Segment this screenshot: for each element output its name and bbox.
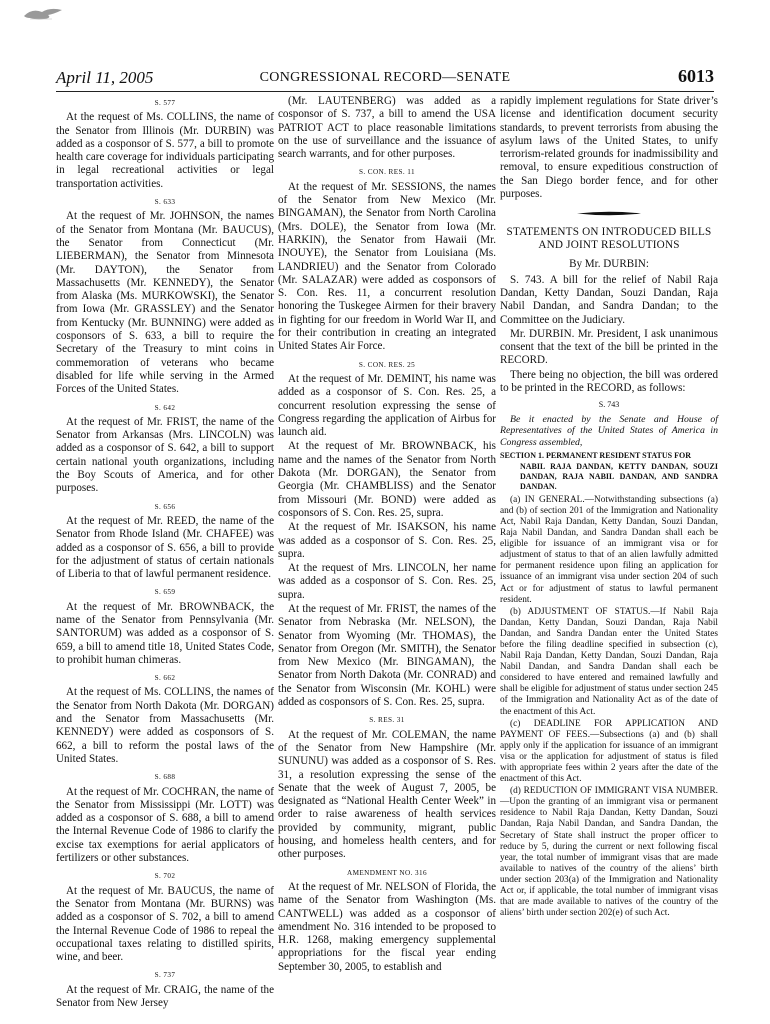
- speech-paragraph: Mr. DURBIN. Mr. President, I ask unanimous consent that the text of the bill be printed in the RECORD.: [500, 327, 718, 367]
- subsection-b: (b) ADJUSTMENT OF STATUS.—If Nabil Raja Dandan, Ketty Dandan, Souzi Dandan, Raja Nabil Dandan, and Sandra Dandan enter the United States before the filing deadline specified in subsection (c), Nabil Raja Dandan, Ketty Dandan, Souzi Dandan, Raja Nabil Dandan, and Sandra Dandan shall each be considered to have entered and remained lawfully and shall be eligible for adjustment of status under section 245 of the Immigration and Nationality Act as of the date of the enactment of this Act.: [500, 606, 718, 717]
- cosponsor-paragraph: At the request of Ms. COLLINS, the name of the Senator from Illinois (Mr. DURBIN) was added as a cosponsor of S. 577, a bill to promote health care coverage for individuals participating in legal recreational activities or legal transportation activities.: [56, 111, 274, 190]
- continued-paragraph: rapidly implement regulations for State driver’s license and identification document security standards, to prevent terrorists from abusing the asylum laws of the United States, to unify terrorism-related grounds for inadmissibility and removal, to ensure expeditious construction of the San Diego border fence, and for other purposes.: [500, 95, 718, 201]
- cosponsor-paragraph: At the request of Mr. DEMINT, his name was added as a cosponsor of S. Con. Res. 25, a concurrent resolution expressing the sense of Congress regarding the application of Airbus for launch aid.: [278, 372, 496, 439]
- bill-heading: S. CON. RES. 11: [358, 168, 416, 177]
- subsection-a: (a) IN GENERAL.—Notwithstanding subsections (a) and (b) of section 201 of the Immigration and Nationality Act, Nabil Raja Dandan, Ketty Dandan, Souzi Dandan, Raja Nabil Dandan, and Sandra Dandan shall each be eligible for issuance of an immigrant visa or for adjustment of status to that of an alien lawfully admitted for permanent residence upon filing an application for issuance of an immigrant visa under section 204 of such Act or for adjustment of status to lawful permanent resident.: [500, 494, 718, 605]
- subsection-c: (c) DEADLINE FOR APPLICATION AND PAYMENT OF FEES.—Subsections (a) and (b) shall apply only if the application for issuance of an immigrant visa or the application for adjustment of status is filed with appropriate fees within 2 years after the date of the enactment of this Act.: [500, 718, 718, 785]
- bill-heading: S. 642: [154, 403, 176, 412]
- page-header: [56, 66, 714, 92]
- cosponsor-paragraph: At the request of Mr. FRIST, the name of the Senator from Arkansas (Mrs. LINCOLN) was added as a cosponsor of S. 642, a bill to support certain national youth organizations, including the Boy Scouts of America, and for other purposes.: [56, 415, 274, 495]
- bill-heading: S. 633: [154, 198, 176, 207]
- bill-heading: S. RES. 31: [369, 716, 405, 725]
- bill-heading: S. 662: [154, 674, 176, 683]
- bill-heading: S. 577: [154, 99, 176, 107]
- sponsor-line: By Mr. DURBIN:: [569, 258, 649, 271]
- cosponsor-paragraph: At the request of Mr. SESSIONS, the names of the Senator from New Mexico (Mr. BINGAMAN), the Senator from North Carolina (Mrs. DOLE), the Senator from Iowa (Mr. HARKIN), the Senator from Hawaii (Mr. INOUYE), the Senator from Louisiana (Ms. LANDRIEU) and the Senator from Colorado (Mr. SALAZAR) were added as cosponsors of S. Con. Res. 11, a concurrent resolution honoring the Tuskegee Airmen for their bravery in fighting for our freedom in World War II, and for their contribution in creating an integrated United States Air Force.: [278, 180, 496, 353]
- column-1: [56, 95, 274, 1015]
- bill-heading: S. 702: [154, 872, 176, 881]
- cosponsor-paragraph: At the request of Mr. JOHNSON, the names of the Senator from Montana (Mr. BAUCUS), the Senator from Connecticut (Mr. LIEBERMAN), the Senator from Minnesota (Mr. DAYTON), the Senator from Massachusetts (Mr. KENNEDY), the Senator from Alaska (Ms. MURKOWSKI), the Senator from Iowa (Mr. GRASSLEY) and the Senator from Kentucky (Mr. BUNNING) were added as cosponsors of S. 633, a bill to require the Secretary of the Treasury to mint coins in commemoration of veterans who became disabled for life while serving in the Armed Forces of the United States.: [56, 210, 274, 396]
- section-heading-label: [500, 451, 718, 493]
- publication-title: CONGRESSIONAL RECORD—SENATE: [259, 70, 511, 85]
- objection-paragraph: There being no objection, the bill was ordered to be printed in the RECORD, as follows:: [500, 368, 718, 395]
- bill-number-heading: S. 743: [598, 400, 620, 410]
- bill-heading: S. 737: [154, 971, 176, 980]
- page-number: 6013: [678, 66, 714, 86]
- cosponsor-paragraph: At the request of Mr. CRAIG, the name of the Senator from New Jersey: [56, 983, 274, 1009]
- section-heading: STATEMENTS ON INTRODUCED BILLS AND JOINT RESOLUTIONS: [506, 226, 712, 252]
- cosponsor-paragraph: At the request of Mr. FRIST, the names of the Senator from Nebraska (Mr. NELSON), the Senator from Wyoming (Mr. THOMAS), the Senator from Oregon (Mr. SMITH), the Senator from New Mexico (Mr. BINGAMAN), the Senator from North Dakota (Mr. CONRAD) and the Senator from Wisconsin (Mr. KOHL) were added as cosponsors of S. Con. Res. 25, supra.: [278, 602, 496, 709]
- bill-heading: S. 656: [154, 502, 176, 511]
- bill-heading: S. 659: [154, 588, 176, 597]
- issue-date: April 11, 2005: [56, 68, 154, 87]
- bill-heading: AMENDMENT NO. 316: [347, 868, 427, 877]
- cosponsor-paragraph: At the request of Mr. BROWNBACK, his name and the names of the Senator from North Dakota (Mr. DORGAN), the Senator from Georgia (Mr. CHAMBLISS) and the Senator from Missouri (Mr. BOND) were added as cosponsors of S. Con. Res. 25, supra.: [278, 440, 496, 519]
- cosponsor-paragraph: At the request of Mr. NELSON of Florida, the name of the Senator from Washington (Ms. CANTWELL) was added as a cosponsor of amendment No. 316 intended to be proposed to H.R. 1268, making emergency supplemental appropriations for the fiscal year ending September 30, 2005, to establish and: [278, 880, 496, 973]
- column-2: [278, 95, 496, 979]
- cosponsor-paragraph: (Mr. LAUTENBERG) was added as a cosponsor of S. 737, a bill to amend the USA PATRIOT ACT to place reasonable limitations on the use of surveillance and the issuance of search warrants, and for other purposes.: [278, 95, 496, 161]
- cosponsor-paragraph: At the request of Mr. REED, the name of the Senator from Rhode Island (Mr. CHAFEE) was added as a cosponsor of S. 656, a bill to provide for the adjustment of status of certain nationals of Liberia to that of lawful permanent residence.: [56, 514, 274, 581]
- section-divider: [577, 211, 641, 216]
- bill-summary: S. 743. A bill for the relief of Nabil Raja Dandan, Ketty Dandan, Souzi Dandan, Raja Nabil Dandan, and Sandra Dandan; to the Committee on the Judiciary.: [500, 273, 718, 326]
- cosponsor-paragraph: At the request of Mr. COCHRAN, the name of the Senator from Mississippi (Mr. LOTT) was added as a cosponsor of S. 688, a bill to amend the Internal Revenue Code of 1986 to clarify the excise tax exemptions for aerial applicators of fertilizers or other substances.: [56, 785, 274, 865]
- header-rule: [56, 91, 714, 92]
- cosponsor-paragraph: At the request of Mr. ISAKSON, his name was added as a cosponsor of S. Con. Res. 25, supra.: [278, 521, 496, 560]
- subsection-d: (d) REDUCTION OF IMMIGRANT VISA NUMBER.—Upon the granting of an immigrant visa or permanent residence to Nabil Raja Dandan, Ketty Dandan, Souzi Dandan, Raja Nabil Dandan, and Sandra Dandan, the Secretary of State shall instruct the proper officer to reduce by 5, during the current or next following fiscal year, the total number of immigrant visas that are made available to natives of the country of the aliens’ birth under section 203(a) of the Immigration and Nationality Act or, if applicable, the total number of immigrant visas that are made available to natives of the country of the aliens’ birth under section 202(e) of such Act.: [500, 786, 718, 919]
- cosponsor-paragraph: At the request of Mr. BAUCUS, the name of the Senator from Montana (Mr. BURNS) was added as a cosponsor of S. 702, a bill to amend the Internal Revenue Code of 1986 to repeal the occupational taxes relating to distilled spirits, wine, and beer.: [56, 884, 274, 964]
- gpo-eagle-logo: [22, 6, 64, 22]
- cosponsor-paragraph: At the request of Mrs. LINCOLN, her name was added as a cosponsor of S. Con. Res. 25, supra.: [278, 562, 496, 601]
- column-3: [500, 95, 718, 920]
- cosponsor-paragraph: At the request of Mr. BROWNBACK, the name of the Senator from Pennsylvania (Mr. SANTORUM) was added as a cosponsor of S. 659, a bill to amend title 18, United States Code, to prohibit human chimeras.: [56, 600, 274, 666]
- section-title: NABIL RAJA DANDAN, KETTY DANDAN, SOUZI DANDAN, RAJA NABIL DANDAN, AND SANDRA DANDAN.: [520, 461, 718, 492]
- section-label: SECTION 1. PERMANENT RESIDENT STATUS FOR: [500, 451, 692, 461]
- bill-heading: S. 688: [154, 773, 176, 782]
- enacting-clause: Be it enacted by the Senate and House of Representatives of the United States of America in Congress assembled,: [500, 413, 718, 448]
- cosponsor-paragraph: At the request of Mr. COLEMAN, the name of the Senator from New Hampshire (Mr. SUNUNU) was added as a cosponsor of S. Res. 31, a resolution expressing the sense of the Senate that the week of August 7, 2005, be designated as “National Health Center Week” in order to raise awareness of health services provided by community, migrant, public housing, and homeless health centers, and for other purposes.: [278, 728, 496, 861]
- bill-heading: S. CON. RES. 25: [358, 360, 416, 369]
- cosponsor-paragraph: At the request of Ms. COLLINS, the names of the Senator from North Dakota (Mr. DORGAN) and the Senator from Massachusetts (Mr. KENNEDY) were added as cosponsors of S. 662, a bill to reform the postal laws of the United States.: [56, 686, 274, 765]
